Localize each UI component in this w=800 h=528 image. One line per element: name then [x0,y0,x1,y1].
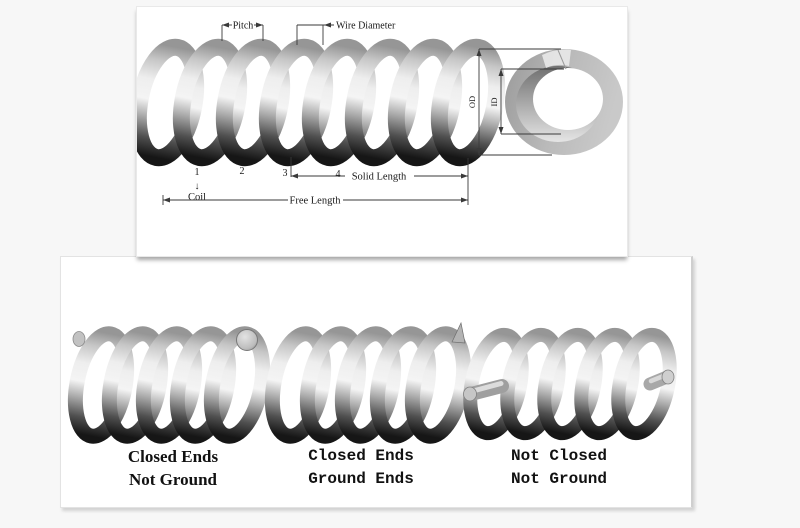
coil-pointer-arrow: ↓ [194,181,200,192]
end-type-line: Not Ground [128,470,218,489]
open-end-wire-right [650,370,674,384]
end-type-line: Not Ground [510,470,608,488]
coil-number: 4 [335,169,341,180]
spring-end-types-panel [60,256,693,508]
coil-number: 1 [194,167,200,178]
end-type-line: Ground Ends [308,470,414,488]
cross-section-ring-illustration [505,49,623,155]
coil-number: 2 [239,166,245,177]
end-type-label-closed-not-ground [128,445,218,491]
coil-number: 3 [282,168,288,179]
coil-label: Coil [187,192,207,203]
end-type-line: Not Closed [510,447,608,465]
end-type-label-closed-ground [308,445,414,491]
spring-closed-not-ground-illustration [68,329,271,440]
pitch-dimension [222,21,263,42]
spring-not-closed-illustration [462,330,678,438]
wire-end-tip [237,330,258,351]
od-label: OD [467,95,477,109]
end-type-label-not-closed [511,445,607,491]
solid-length-label: Solid Length [351,171,407,183]
compression-spring-illustration [137,42,505,162]
free-length-dimension [163,195,468,207]
spring-terminology-panel [136,6,628,257]
free-length-label: Free Length [289,195,341,207]
end-type-line: Closed Ends [127,447,219,466]
spring-closed-ground-illustration [265,323,472,441]
pitch-label: Pitch [232,20,254,32]
spring-terminology-diagram [137,7,627,256]
end-type-line: Closed Ends [308,447,414,465]
wire-diameter-label: Wire Diameter [336,20,396,32]
wire-end-cut-face [73,332,85,347]
id-label: ID [489,97,499,107]
